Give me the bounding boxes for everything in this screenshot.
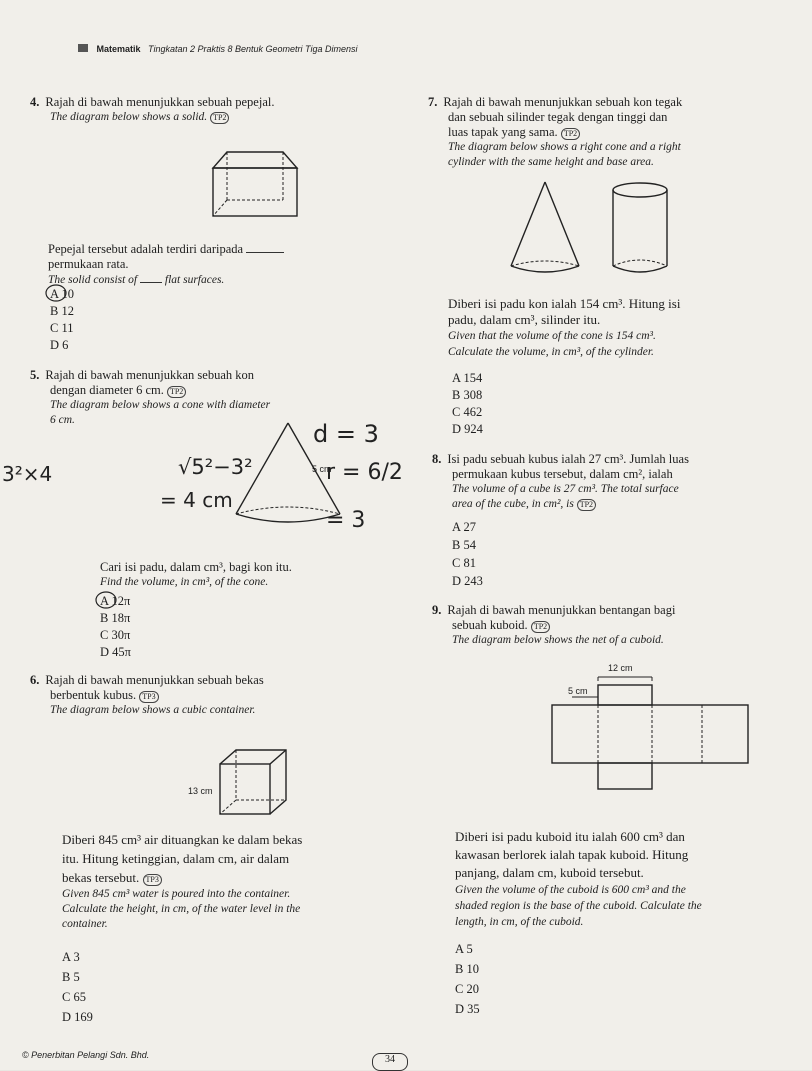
q4-option-a[interactable]: A 10: [50, 287, 74, 301]
q4-solid-diagram: [205, 140, 305, 222]
q6-option-b[interactable]: B 5: [62, 970, 80, 984]
question-8: 8. Isi padu sebuah kubus ialah 27 cm³. Jumlah luas permukaan kubus tersebut, dalam cm², ialah The volume of a cube is 27 cm³. The total surface area of the cube, in cm², is TP2: [432, 452, 689, 510]
q4-english: The diagram below shows a solid.: [50, 111, 208, 123]
q7-given: Diberi isi padu kon ialah 154 cm³. Hitung isi padu, dalam cm³, silinder itu. Given that the volume of the cone is 154 cm³. Calculate the volume, in cm³, of the cylinder.: [448, 296, 681, 358]
q7-option-b[interactable]: B 308: [452, 388, 483, 402]
q4-option-c[interactable]: C 11: [50, 321, 74, 335]
q6-side-label: 13 cm: [188, 786, 213, 796]
q9-option-c[interactable]: C 20: [455, 982, 479, 996]
q8-option-d[interactable]: D 243: [452, 574, 483, 588]
q6-cube-diagram: [218, 748, 293, 818]
q6-body: Diberi 845 cm³ air dituangkan ke dalam bekas itu. Hitung ketinggian, dalam cm, air dalam bekas tersebut. TP3 Given 845 cm³ water is poured into the container. Calculate the height, in cm, of the water level in the container.: [62, 832, 303, 930]
q8-option-c[interactable]: C 81: [452, 556, 476, 570]
q6-option-a[interactable]: A 3: [62, 950, 80, 964]
handwriting-margin: 3²×4: [2, 462, 53, 486]
header-subject: Matematik: [96, 44, 141, 54]
q4-blank: [246, 242, 284, 253]
q7-option-c[interactable]: C 462: [452, 405, 483, 419]
q5-ask: Cari isi padu, dalam cm³, bagi kon itu. Find the volume, in cm³, of the cone.: [100, 560, 292, 588]
q6-tp-badge: TP3: [139, 691, 158, 703]
header-chapter: Tingkatan 2 Praktis 8 Bentuk Geometri Tiga Dimensi: [148, 44, 358, 54]
q7-cylinder-diagram: [610, 180, 670, 280]
q9-net-diagram: [550, 675, 750, 825]
handwriting-four: = 4 cm: [160, 488, 233, 512]
logo-icon: [78, 44, 88, 52]
handwriting-r: r = 6/2: [326, 460, 403, 485]
question-6: 6. Rajah di bawah menunjukkan sebuah bekas berbentuk kubus. TP3 The diagram below shows a cubic container.: [30, 673, 264, 716]
question-4: 4. Rajah di bawah menunjukkan sebuah pepejal. The diagram below shows a solid. TP2: [30, 95, 275, 123]
q9-option-d[interactable]: D 35: [455, 1002, 480, 1016]
handwriting-d: d = 3: [313, 420, 379, 448]
q5-answer-circle: [94, 591, 120, 609]
q8-tp-badge: TP2: [577, 499, 596, 511]
q4-malay: Rajah di bawah menunjukkan sebuah pepejal.: [45, 95, 275, 109]
q5-option-a[interactable]: A 12π: [100, 594, 131, 608]
q9-side-label: 5 cm: [568, 686, 588, 696]
q6-option-d[interactable]: D 169: [62, 1010, 93, 1024]
question-7: 7. Rajah di bawah menunjukkan sebuah kon tegak dan sebuah silinder tegak dengan tinggi dan luas tapak yang sama. TP2 The diagram below shows a right cone and a right cylinder with the same height and base area.: [428, 95, 683, 168]
q5-tp-badge: TP2: [167, 386, 186, 398]
handwriting-root: √5²−3²: [178, 455, 253, 479]
q4-stem: Pepejal tersebut adalah terdiri daripada permukaan rata. The solid consist of flat surfaces.: [48, 242, 388, 288]
q7-tp-badge: TP2: [561, 128, 580, 140]
page-number: 34: [372, 1053, 408, 1071]
question-5: 5. Rajah di bawah menunjukkan sebuah kon dengan diameter 6 cm. TP2 The diagram below shows a cone with diameter 6 cm.: [30, 368, 271, 426]
q4-option-b[interactable]: B 12: [50, 304, 74, 318]
q4-answer-circle: [44, 284, 70, 302]
q8-option-b[interactable]: B 54: [452, 538, 476, 552]
question-9: 9. Rajah di bawah menunjukkan bentangan bagi sebuah kuboid. TP2 The diagram below shows the net of a cuboid.: [432, 603, 676, 646]
q9-tp-badge: TP2: [531, 621, 550, 633]
q5-option-d[interactable]: D 45π: [100, 645, 131, 659]
q9-body: Diberi isi padu kuboid itu ialah 600 cm³ dan kawasan berlorek ialah tapak kuboid. Hitung panjang, dalam cm, kuboid tersebut. Given the volume of the cuboid is 600 cm³ and the shaded region is the base of the cuboid. Calculate the length, in cm, of the cuboid.: [455, 829, 702, 928]
q7-option-a[interactable]: A 154: [452, 371, 483, 385]
q5-option-b[interactable]: B 18π: [100, 611, 131, 625]
q9-option-b[interactable]: B 10: [455, 962, 479, 976]
q7-option-d[interactable]: D 924: [452, 422, 483, 436]
q5-option-c[interactable]: C 30π: [100, 628, 131, 642]
q4-tp-badge: TP2: [210, 112, 229, 124]
q7-cone-diagram: [505, 178, 585, 278]
publisher-footer: © Penerbitan Pelangi Sdn. Bhd.: [22, 1050, 150, 1060]
handwriting-r3: = 3: [326, 508, 366, 533]
q9-top-label: 12 cm: [608, 663, 633, 673]
q4-option-d[interactable]: D 6: [50, 338, 69, 352]
page-header: [78, 44, 357, 54]
q9-option-a[interactable]: A 5: [455, 942, 473, 956]
q6-option-c[interactable]: C 65: [62, 990, 86, 1004]
q5-slant-label: 5 cm: [312, 464, 332, 474]
q8-option-a[interactable]: A 27: [452, 520, 476, 534]
